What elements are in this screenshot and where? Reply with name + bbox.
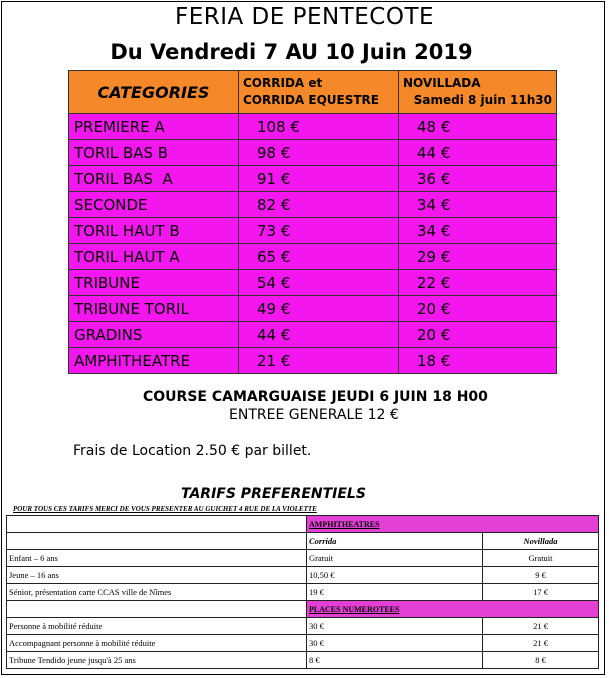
pref-corrida-cell: 30 €: [307, 635, 483, 652]
header-novillada-line1: NOVILLADA: [403, 76, 481, 90]
table-row: [69, 218, 557, 244]
table-row: [7, 652, 599, 669]
course-camarguaise-price: ENTREE GENERALE 12 €: [229, 407, 399, 423]
novillada-price-cell: 36 €: [399, 166, 557, 192]
corrida-price-cell: 91 €: [239, 166, 399, 192]
pref-label-cell: Tribune Tendido jeune jusqu'à 25 ans: [7, 652, 307, 669]
subheader-row: [7, 533, 599, 550]
corrida-price-cell: 44 €: [239, 322, 399, 348]
blank-cell: [7, 601, 307, 618]
pref-corrida-cell: 30 €: [307, 618, 483, 635]
table-row: [7, 584, 599, 601]
pref-novillada-cell: 21 €: [483, 635, 599, 652]
section-header-row: [7, 516, 599, 533]
corrida-price-cell: 65 €: [239, 244, 399, 270]
table-row: [69, 322, 557, 348]
prices-table-header: [69, 71, 557, 114]
pref-label-cell: Sénior, présentation carte CCAS ville de Nîmes: [7, 584, 307, 601]
pref-corrida-cell: 10,50 €: [307, 567, 483, 584]
novillada-price-cell: 20 €: [399, 322, 557, 348]
preferential-note: POUR TOUS CES TARIFS MERCI DE VOUS PRESENTER AU GUICHET 4 RUE DE LA VIOLETTE: [13, 505, 317, 513]
table-row: [7, 618, 599, 635]
pref-label-cell: Enfant – 6 ans: [7, 550, 307, 567]
col-corrida-label: Corrida: [307, 533, 483, 550]
category-cell: TORIL BAS B: [69, 140, 239, 166]
novillada-price-cell: 22 €: [399, 270, 557, 296]
table-row: [69, 296, 557, 322]
pref-label-cell: Personne à mobilité réduite: [7, 618, 307, 635]
corrida-price-cell: 82 €: [239, 192, 399, 218]
pref-novillada-cell: 21 €: [483, 618, 599, 635]
table-row: [69, 166, 557, 192]
table-row: [69, 140, 557, 166]
frais-location: Frais de Location 2.50 € par billet.: [73, 443, 312, 459]
category-cell: AMPHITHEATRE: [69, 348, 239, 374]
section-amphitheatres: AMPHITHEATRES: [307, 516, 599, 533]
header-novillada-line2: Samedi 8 juin 11h30: [413, 93, 552, 107]
section-header-row: [7, 601, 599, 618]
table-row: [69, 270, 557, 296]
category-cell: GRADINS: [69, 322, 239, 348]
col-novillada-label: Novillada: [483, 533, 599, 550]
novillada-price-cell: 18 €: [399, 348, 557, 374]
course-camarguaise-title: COURSE CAMARGUAISE JEUDI 6 JUIN 18 H00: [143, 389, 488, 405]
preferential-table: [6, 515, 599, 669]
header-categories: CATEGORIES: [69, 71, 239, 114]
header-corrida-line2: CORRIDA EQUESTRE: [243, 93, 379, 107]
blank-cell: [7, 516, 307, 533]
pref-label-cell: Jeune – 16 ans: [7, 567, 307, 584]
pref-corrida-cell: 19 €: [307, 584, 483, 601]
corrida-price-cell: 54 €: [239, 270, 399, 296]
pref-corrida-cell: 8 €: [307, 652, 483, 669]
category-cell: TRIBUNE: [69, 270, 239, 296]
novillada-price-cell: 20 €: [399, 296, 557, 322]
section-places-numerotees: PLACES NUMEROTEES: [307, 601, 599, 618]
novillada-price-cell: 29 €: [399, 244, 557, 270]
category-cell: SECONDE: [69, 192, 239, 218]
table-row: [7, 567, 599, 584]
pref-novillada-cell: 17 €: [483, 584, 599, 601]
corrida-price-cell: 49 €: [239, 296, 399, 322]
page-subtitle: Du Vendredi 7 AU 10 Juin 2019: [110, 40, 473, 64]
category-cell: PREMIERE A: [69, 114, 239, 140]
table-row: [69, 244, 557, 270]
header-corrida: [239, 71, 399, 114]
page-title: FERIA DE PENTECOTE: [174, 4, 435, 30]
prices-table: [68, 70, 557, 374]
pref-novillada-cell: Gratuit: [483, 550, 599, 567]
corrida-price-cell: 21 €: [239, 348, 399, 374]
pref-novillada-cell: 8 €: [483, 652, 599, 669]
header-novillada: [399, 71, 557, 114]
category-cell: TORIL HAUT B: [69, 218, 239, 244]
preferential-title: TARIFS PREFERENTIELS: [181, 486, 366, 502]
category-cell: TORIL HAUT A: [69, 244, 239, 270]
table-row: [7, 550, 599, 567]
blank-cell: [7, 533, 307, 550]
table-row: [69, 348, 557, 374]
header-corrida-line1: CORRIDA et: [243, 76, 323, 90]
novillada-price-cell: 48 €: [399, 114, 557, 140]
corrida-price-cell: 108 €: [239, 114, 399, 140]
pref-corrida-cell: Gratuit: [307, 550, 483, 567]
table-row: [69, 114, 557, 140]
category-cell: TORIL BAS A: [69, 166, 239, 192]
corrida-price-cell: 98 €: [239, 140, 399, 166]
category-cell: TRIBUNE TORIL: [69, 296, 239, 322]
novillada-price-cell: 34 €: [399, 192, 557, 218]
novillada-price-cell: 34 €: [399, 218, 557, 244]
corrida-price-cell: 73 €: [239, 218, 399, 244]
table-row: [7, 635, 599, 652]
pref-label-cell: Accompagnant personne à mobilité réduite: [7, 635, 307, 652]
table-row: [69, 192, 557, 218]
pref-novillada-cell: 9 €: [483, 567, 599, 584]
novillada-price-cell: 44 €: [399, 140, 557, 166]
